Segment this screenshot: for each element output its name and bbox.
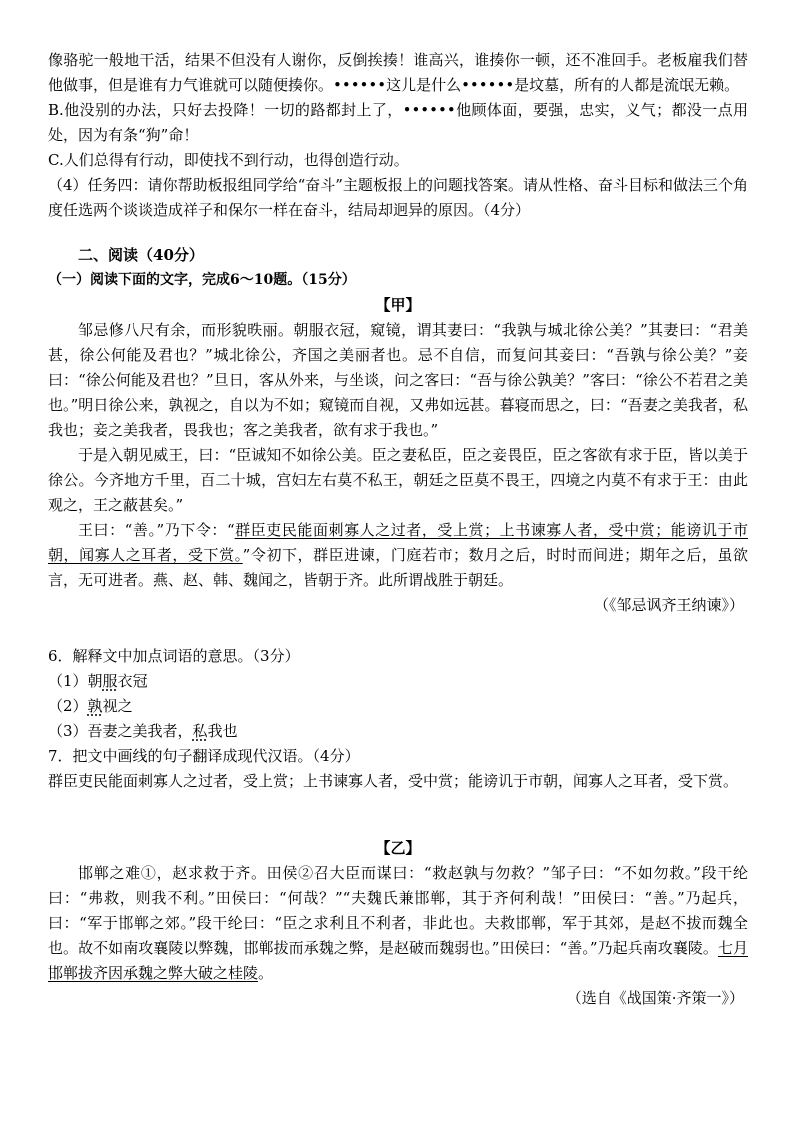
passage-jia-source: （《邹忌讽齐王纳谏》） bbox=[593, 596, 744, 614]
passage-jia-title: 【甲】 bbox=[375, 296, 421, 314]
question-7-sentence: 群臣吏民能面刺寡人之过者，受上赏；上书谏寡人者，受中赏；能谤讥于市朝，闻寡人之耳者，受下赏。 bbox=[48, 772, 739, 790]
underlined-sentence: 七月邯郸拔齐因承魏之弊大破之桂陵 bbox=[48, 939, 748, 982]
question-7: 7．把文中画线的句子翻译成现代汉语。（4分） bbox=[48, 747, 360, 765]
question-6: 6．解释文中加点词语的意思。（3分） bbox=[48, 647, 300, 665]
task-4: （4）任务四：请你帮助板报组同学给“奋斗”主题板报上的问题找答案。请从性格、奋斗目标和做法三个角度任选两个谈谈造成祥子和保尔一样在奋斗，结局却迥异的原因。（4分） bbox=[48, 176, 748, 219]
option-b: B.他没别的办法，只好去投降！一切的路都封上了，••••••他顾体面，要强，忠实，义气；都没一点用处，因为有条“狗”命！ bbox=[48, 101, 748, 144]
passage-jia-paragraph-1: 邹忌修八尺有余，而形貌昳丽。朝服衣冠，窥镜，谓其妻曰：“我孰与城北徐公美？”其妻曰：“君美甚，徐公何能及君也？”城北徐公，齐国之美丽者也。忌不自信，而复问其妾曰：“吾孰与徐公美？”妾曰：“徐公何能及君也？”旦日，客从外来，与坐谈，问之客曰：“吾与徐公孰美？”客曰：“徐公不若君之美也。”明日徐公来，孰视之，自以为不如；窥镜而自视，又弗如远甚。暮寝而思之，曰：“吾妻之美我者，私我也；妾之美我者，畏我也；客之美我者，欲有求于我也。” bbox=[48, 321, 748, 439]
option-c: C.人们总得有行动，即使找不到行动，也得创造行动。 bbox=[48, 151, 409, 169]
question-6-item-1: （1）朝服衣冠 bbox=[48, 672, 148, 690]
passage-jia-paragraph-3 bbox=[48, 518, 748, 593]
section-heading: 二、阅读（40分） bbox=[78, 246, 204, 264]
underlined-sentence: 群臣吏民能面刺寡人之过者，受上赏；上书谏寡人者，受中赏；能谤讥于市朝，闻寡人之耳者，受下赏。 bbox=[48, 521, 748, 564]
passage-jia-paragraph-2: 于是入朝见威王，曰：“臣诚知不如徐公美。臣之妻私臣，臣之妾畏臣，臣之客欲有求于臣，皆以美于徐公。今齐地方千里，百二十城，宫妇左右莫不私王，朝廷之臣莫不畏王，四境之内莫不有求于王：由此观之，王之蔽甚矣。” bbox=[48, 446, 748, 514]
dotted-word: 孰 bbox=[87, 697, 103, 715]
section-sub-heading: （一）阅读下面的文字，完成6～10题。（15分） bbox=[48, 272, 356, 288]
p3-lead: 王曰：“善。”乃下令：“ bbox=[78, 521, 235, 539]
question-6-item-3: （3）吾妻之美我者，私我也 bbox=[48, 722, 238, 740]
passage-yi-source: （选自《战国策·齐策一》） bbox=[566, 989, 744, 1007]
question-6-item-2: （2）孰视之 bbox=[48, 697, 133, 715]
continuation-text: 像骆驼一般地干活，结果不但没有人谢你，反倒挨揍！谁高兴，谁揍你一顿，还不准回手。老板雇我们替他做事，但是谁有力气谁就可以随便揍你。••••••这儿是什么••••••是坟墓，所有的人都是流氓无赖。 bbox=[48, 51, 748, 94]
exam-page bbox=[48, 48, 748, 1011]
dotted-word: 服 bbox=[102, 672, 118, 690]
p3-tail: ”令初下，群臣进谏，门庭若市；数月之后，时时而间进；期年之后，虽欲言，无可进者。燕、赵、韩、魏闻之，皆朝于齐。此所谓战胜于朝廷。 bbox=[48, 546, 748, 589]
passage-yi-title: 【乙】 bbox=[375, 839, 421, 857]
passage-yi-paragraph: 邯郸之难①，赵求救于齐。田侯②召大臣而谋曰：“救赵孰与勿救？”邹子曰：“不如勿救。”段干纶曰：“弗救，则我不利。”田侯曰：“何哉？”“夫魏氏兼邯郸，其于齐何利哉！”田侯曰：“善。”乃起兵，曰：“军于邯郸之郊。”段干纶曰：“臣之求利且不利者，非此也。夫救邯郸，军于其郊，是赵不拔而魏全也。故不如南攻襄陵以弊魏，邯郸拔而承魏之弊，是赵破而魏弱也。”田侯曰：“善。”乃起兵南攻襄陵。七月邯郸拔齐因承魏之弊大破之桂陵。 bbox=[48, 864, 748, 982]
dotted-word: 私 bbox=[192, 722, 208, 740]
